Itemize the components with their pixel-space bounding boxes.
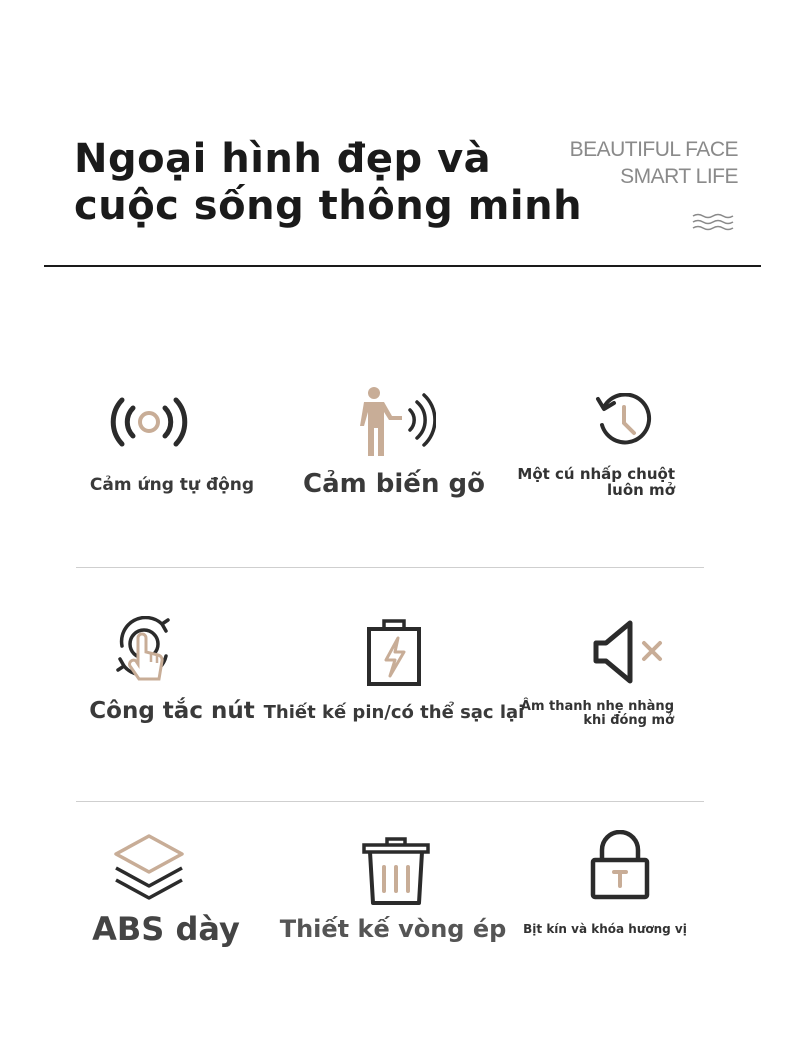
feature-label-battery: Thiết kế pin/có thể sạc lại [263,702,525,723]
row-divider-2 [76,801,704,802]
title-line-2: cuộc sống thông minh [74,183,583,229]
sensor-waves-icon [104,392,194,452]
row-divider-1 [76,567,704,568]
feature-label-abs: ABS dày [92,910,240,948]
feature-label-knock-sensor: Cảm biến gõ [303,469,485,499]
slogan-line-2: SMART LIFE [620,165,738,188]
slogan [570,136,738,190]
feature-label-soft-close: Âm thanh nhẹ nhàng khi đóng mở [520,699,674,728]
history-clock-icon [594,393,654,451]
mute-speaker-icon [590,617,666,687]
feature-label-seal-lock: Bịt kín và khóa hương vị [523,922,687,936]
feature-label-auto-sensor: Cảm ứng tự động [89,475,255,495]
feature-label-button-switch: Công tắc nút [89,698,255,724]
feature-label-pressure-ring: Thiết kế vòng ép [279,915,507,943]
padlock-icon [588,830,652,900]
feature-label-one-click: Một cú nhấp chuột luôn mở [517,465,675,499]
person-sensor-icon [354,386,436,462]
header-divider [44,265,761,267]
waves-icon [692,213,736,231]
layers-icon [110,832,188,906]
touch-hand-icon [112,616,176,686]
title-line-1: Ngoại hình đẹp và [74,136,492,182]
trash-bin-icon [360,835,432,907]
page-title [74,136,582,230]
slogan-line-1: BEAUTIFUL FACE [569,138,738,161]
battery-charge-icon [364,618,424,688]
